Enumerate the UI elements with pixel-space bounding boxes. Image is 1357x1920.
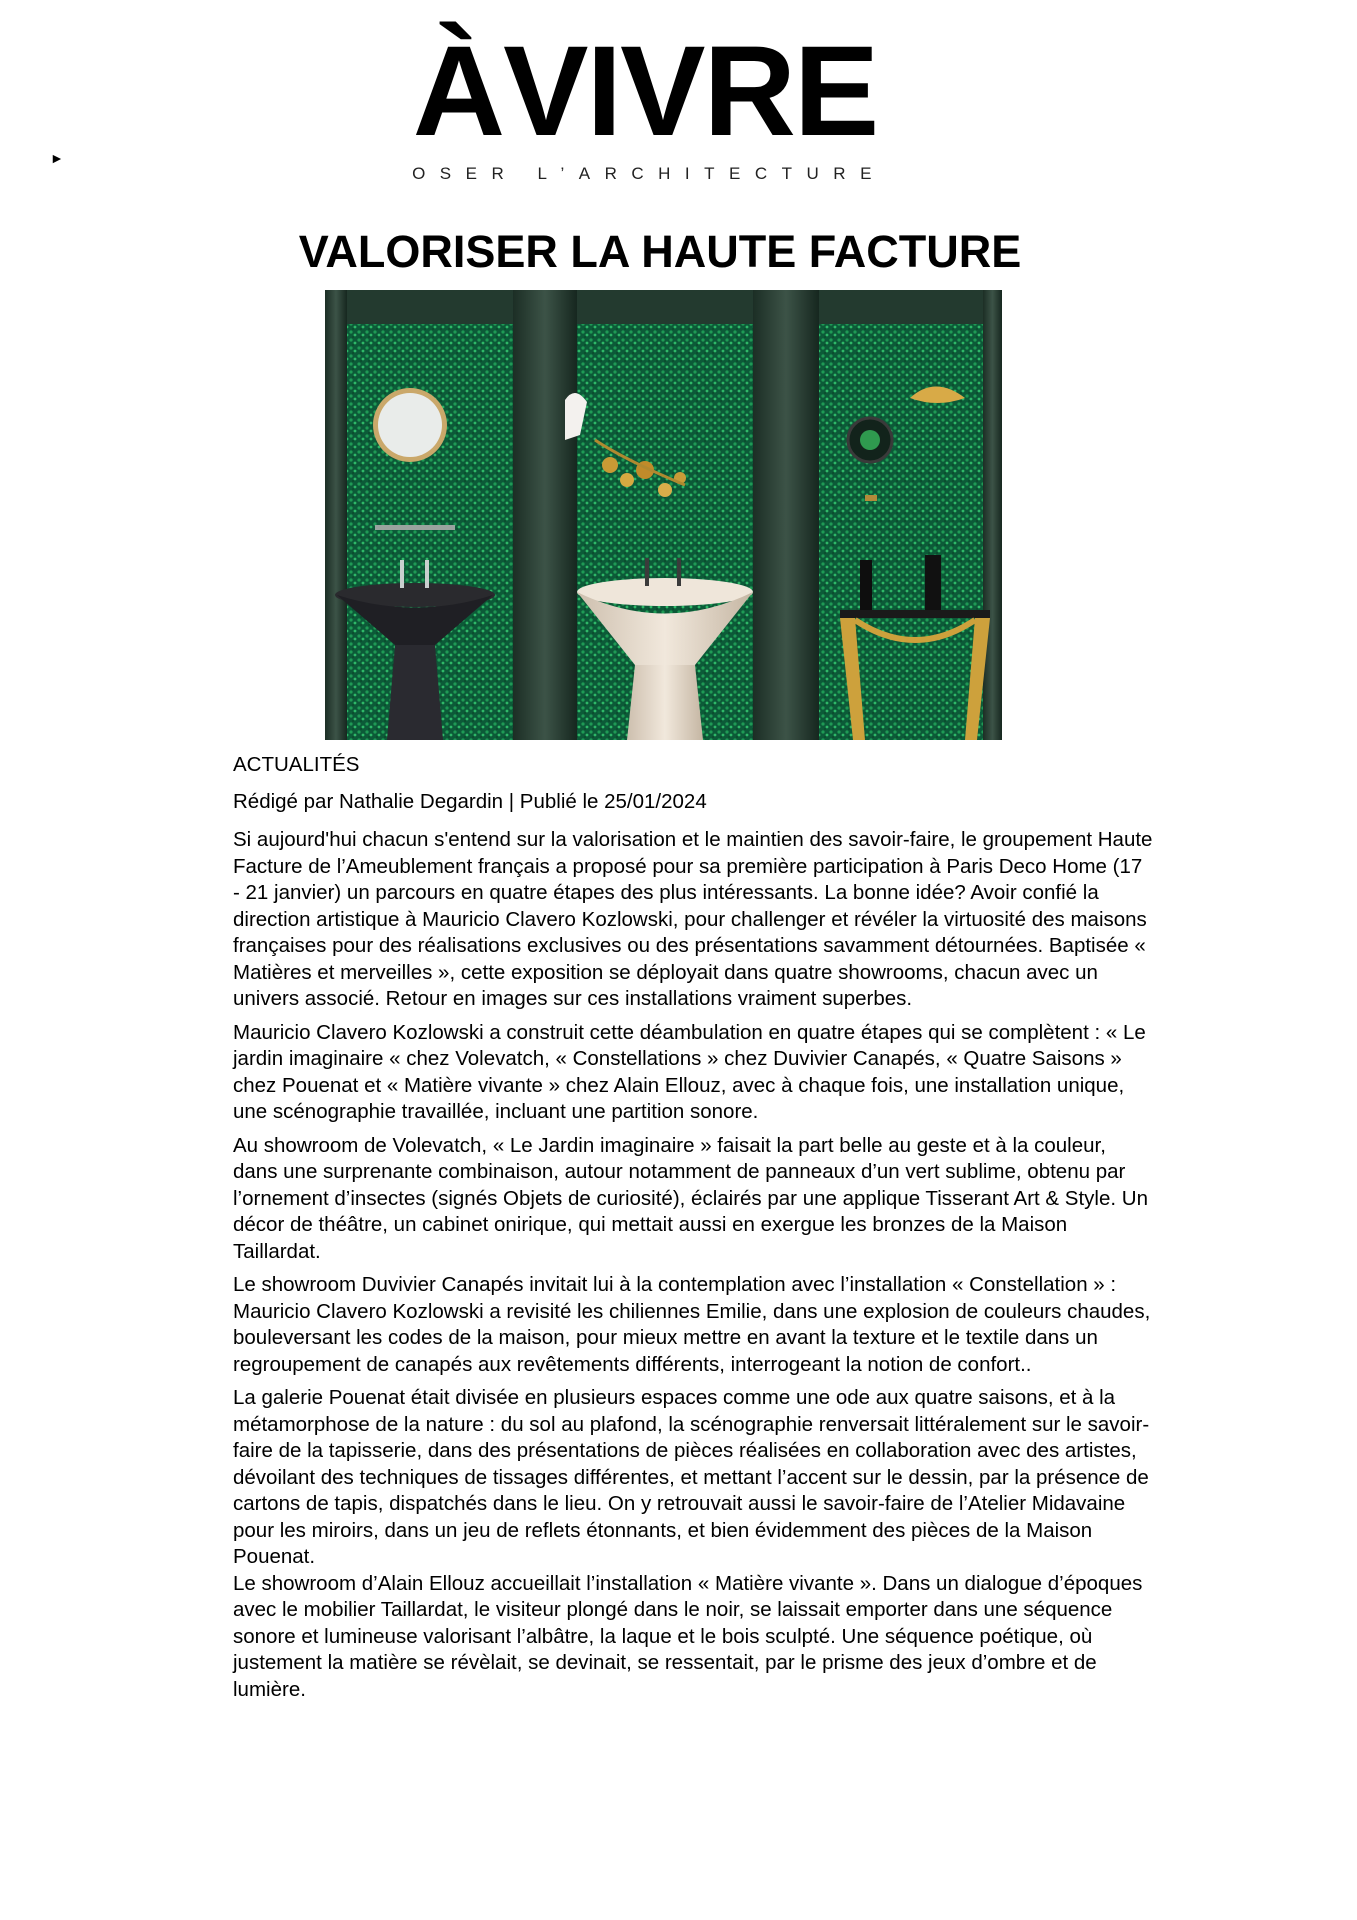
bullet-marker: ►	[50, 150, 64, 166]
article-body	[233, 752, 1153, 1710]
hero-photo	[325, 290, 1002, 740]
logo-tagline: OSER L’ARCHITECTURE	[412, 164, 886, 183]
article-paragraph: La galerie Pouenat était divisée en plusieurs espaces comme une ode aux quatre saisons, et à la métamorphose de la nature : du sol au plafond, la scénographie renversait littéralement sur le savoir-faire de la tapisserie, dans des présentations de pièces réalisées en collaboration avec des artistes, dévoilant des techniques de tissages différentes, et mettant l’accent sur le dessin, par la présence de cartons de tapis, dispatchés dans le lieu. On y retrouvait aussi le savoir-faire de l’Atelier Midavaine pour les miroirs, dans un jeu de reflets étonnants, et bien évidemment des pièces de la Maison Pouenat.	[233, 1386, 1150, 1568]
masthead	[400, 20, 890, 184]
article-category: ACTUALITÉS	[233, 753, 360, 776]
article-byline: Rédigé par Nathalie Degardin | Publié le 25/01/2024	[233, 789, 707, 813]
article-paragraph: Si aujourd'hui chacun s'entend sur la valorisation et le maintien des savoir-faire, le groupement Haute Facture de l’Ameublement français a proposé pour sa première participation à Paris Deco Home (17 - 21 janvier) un parcours en quatre étapes des plus intéressants. La bonne idée? Avoir confié la direction artistique à Mauricio Clavero Kozlowski, pour challenger et révéler la virtuosité des maisons françaises pour des réalisations exclusives ou des présentations savamment détournées. Baptisée « Matières et merveilles », cette exposition se déployait dans quatre showrooms, chacun avec un univers associé. Retour en images sur ces installations vraiment superbes.	[233, 828, 1153, 1010]
article-paragraph: Au showroom de Volevatch, « Le Jardin imaginaire » faisait la part belle au geste et à la couleur, dans une surprenante combinaison, autour notamment de panneaux d’un vert sublime, obtenu par l’ornement d’insectes (signés Objets de curiosité), éclairés par une applique Tisserant Art & Style. Un décor de théâtre, un cabinet onirique, qui mettait aussi en exergue les bronzes de la Maison Taillardat.	[233, 1133, 1148, 1263]
article-paragraph: Le showroom d’Alain Ellouz accueillait l’installation « Matière vivante ». Dans un dialogue d’époques avec le mobilier Taillardat, le visiteur plongé dans le noir, se laissait emporter dans une séquence sonore et lumineuse valorisant l’albâtre, la laque et le bois sculpté. Une séquence poétique, où justement la matière se révèlait, se devinait, se ressentait, par le prisme des jeux d’ombre et de lumière.	[233, 1571, 1143, 1701]
article-paragraph: Mauricio Clavero Kozlowski a construit cette déambulation en quatre étapes qui se complètent : « Le jardin imaginaire « chez Volevatch, « Constellations » chez Duvivier Canapés, « Quatre Saisons » chez Pouenat et « Matière vivante » chez Alain Ellouz, avec à chaque fois, une installation unique, une scénographie travaillée, incluant une partition sonore.	[233, 1020, 1146, 1123]
logo-wordmark: ÀVIVRE	[412, 20, 878, 163]
article-title: VALORISER LA HAUTE FACTURE	[298, 226, 1022, 277]
article-paragraph: Le showroom Duvivier Canapés invitait lui à la contemplation avec l’installation « Constellation » : Mauricio Clavero Kozlowski a revisité les chiliennes Emilie, dans une explosion de couleurs chaudes, bouleversant les codes de la maison, pour mieux mettre en avant la texture et le textile dans un regroupement de canapés aux revêtements différents, interrogeant la notion de confort..	[233, 1273, 1151, 1376]
